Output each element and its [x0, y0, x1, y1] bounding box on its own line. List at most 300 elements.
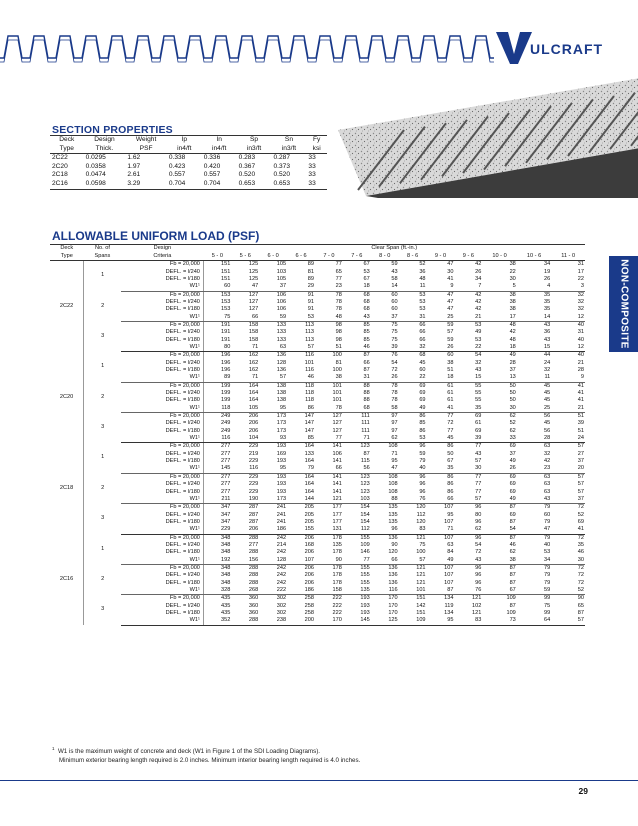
criteria-cell: DEFL. = l/180 [121, 458, 203, 465]
criteria-cell: DEFL. = l/180 [121, 428, 203, 435]
load-value: 28 [517, 435, 551, 443]
load-value: 57 [454, 496, 482, 504]
sp-header-cell: In [202, 136, 237, 145]
sp-header-cell: Deck [50, 136, 84, 145]
load-value: 138 [276, 390, 287, 397]
load-row [50, 564, 585, 572]
load-value: 151 [220, 261, 231, 268]
load-value: 88 [371, 496, 399, 504]
load-value: 249 [220, 427, 231, 434]
head-criteria: Criteria [121, 253, 203, 261]
sp-header-cell: in3/ft [272, 145, 307, 154]
load-value: 89 [307, 261, 314, 268]
criteria-cell: DEFL. = l/240 [121, 360, 203, 367]
load-row [50, 321, 585, 329]
load-value: 277 [220, 458, 231, 465]
load-value: 34 [517, 557, 551, 565]
load-value: 78 [335, 298, 342, 305]
load-value: 25 [517, 405, 551, 413]
criteria-cell: Fb = 20,000 [121, 504, 203, 512]
load-value: 53 [363, 268, 370, 275]
load-value: 59 [419, 450, 426, 457]
load-value: 96 [475, 504, 482, 511]
load-value: 241 [276, 504, 287, 511]
load-row [50, 374, 585, 382]
load-value: 155 [360, 572, 370, 579]
load-value: 61 [475, 420, 482, 427]
load-value: 85 [363, 336, 370, 343]
load-value: 32 [577, 306, 584, 313]
load-value: 107 [444, 504, 454, 511]
load-value: 193 [276, 488, 287, 495]
load-value: 302 [276, 602, 287, 609]
load-value: 33 [482, 435, 516, 443]
load-value: 31 [343, 374, 371, 382]
footnote [52, 744, 592, 765]
criteria-cell: DEFL. = l/240 [121, 572, 203, 579]
load-value: 120 [416, 518, 426, 525]
load-value: 242 [276, 572, 287, 579]
load-row [50, 496, 585, 504]
load-value: 242 [276, 579, 287, 586]
load-value: 78 [315, 405, 343, 413]
load-value: 38 [447, 359, 454, 366]
sp-cell: 0.704 [202, 180, 237, 189]
spans-cell: 3 [101, 606, 105, 613]
load-value: 86 [287, 405, 315, 413]
load-row [50, 519, 585, 526]
load-value: 43 [391, 268, 398, 275]
criteria-cell: Fb = 20,000 [121, 321, 203, 329]
spans-cell: 2 [101, 484, 105, 491]
sp-header-cell: in3/ft [237, 145, 272, 154]
sp-cell: 33 [306, 180, 327, 189]
load-value: 87 [509, 579, 516, 586]
load-row [50, 291, 585, 299]
load-value: 127 [332, 413, 342, 420]
load-value: 144 [287, 496, 315, 504]
load-value: 164 [304, 488, 314, 495]
clear-span-header: 8 - 6 [399, 253, 427, 261]
load-value: 205 [304, 518, 314, 525]
load-value: 164 [304, 473, 314, 480]
load-value: 86 [447, 488, 454, 495]
load-value: 17 [577, 268, 584, 275]
load-row [50, 443, 585, 451]
load-value: 241 [276, 511, 287, 518]
load-value: 138 [276, 382, 287, 389]
load-row [50, 473, 585, 481]
load-value: 229 [248, 458, 259, 465]
load-value: 71 [427, 526, 455, 534]
load-value: 79 [544, 564, 551, 571]
load-value: 73 [482, 617, 516, 625]
load-value: 77 [475, 481, 482, 488]
load-value: 51 [577, 427, 584, 434]
load-value: 164 [248, 397, 259, 404]
load-value: 53 [419, 291, 426, 298]
criteria-cell: Fb = 20,000 [121, 564, 203, 572]
load-value: 69 [509, 511, 516, 518]
load-row [50, 329, 585, 336]
load-value: 41 [577, 397, 584, 404]
load-value: 258 [304, 610, 314, 616]
load-value: 173 [276, 427, 287, 434]
load-row [50, 382, 585, 390]
load-value: 45 [419, 359, 426, 366]
load-row [50, 512, 585, 519]
footer-rule [0, 780, 638, 781]
footnote-line-1: W1 is the maximum weight of concrete and deck (W1 in Figure 1 of the SDI Loading Diagrams). [57, 748, 321, 756]
load-value: 88 [363, 390, 370, 397]
load-value: 52 [419, 261, 426, 268]
load-value: 103 [343, 496, 371, 504]
load-value: 53 [544, 549, 551, 556]
load-value: 26 [544, 275, 551, 282]
load-value: 63 [544, 473, 551, 480]
load-value: 85 [419, 420, 426, 427]
load-row [50, 465, 585, 473]
load-value: 47 [517, 526, 551, 534]
load-value: 101 [332, 397, 342, 404]
footnote-marker: 1 [52, 746, 55, 751]
load-value: 128 [276, 359, 287, 366]
load-value: 47 [447, 261, 454, 268]
load-value: 71 [391, 450, 398, 457]
sp-header-cell: Thick. [84, 145, 126, 154]
load-value: 229 [248, 488, 259, 495]
sp-header-cell: in4/ft [167, 145, 202, 154]
sp-row [50, 154, 327, 163]
load-value: 69 [419, 397, 426, 404]
load-value: 58 [371, 405, 399, 413]
load-value: 79 [544, 534, 551, 541]
sp-cell: 0.653 [272, 180, 307, 189]
load-row [50, 405, 585, 413]
load-value: 135 [388, 518, 398, 525]
spans-cell: 1 [101, 363, 105, 370]
load-value: 55 [475, 382, 482, 389]
load-value: 151 [220, 275, 231, 282]
criteria-cell: W1¹ [121, 283, 203, 291]
load-value: 96 [475, 518, 482, 525]
load-value: 59 [259, 314, 287, 322]
load-value: 51 [577, 413, 584, 420]
load-value: 141 [332, 488, 342, 495]
load-value: 146 [360, 549, 370, 556]
load-value: 38 [482, 557, 516, 565]
load-row [50, 344, 585, 352]
load-value: 116 [305, 367, 314, 373]
load-value: 120 [416, 504, 426, 511]
load-value: 229 [248, 443, 259, 450]
clear-span-header: 5 - 6 [231, 253, 259, 261]
load-value: 59 [517, 587, 551, 595]
load-value: 123 [360, 488, 370, 495]
load-value: 258 [304, 595, 314, 602]
load-value: 277 [220, 481, 231, 488]
load-value: 242 [276, 549, 287, 556]
load-value: 347 [220, 518, 231, 525]
load-row [50, 420, 585, 427]
load-value: 69 [419, 390, 426, 397]
load-value: 72 [391, 367, 398, 373]
load-value: 112 [416, 511, 426, 518]
load-value: 30 [447, 268, 454, 275]
load-value: 69 [509, 473, 516, 480]
criteria-cell: Fb = 20,000 [121, 291, 203, 299]
load-value: 196 [220, 352, 231, 359]
load-value: 77 [335, 275, 342, 282]
load-value: 155 [360, 564, 370, 571]
load-value: 242 [276, 564, 287, 571]
load-value: 96 [419, 481, 426, 488]
load-value: 38 [509, 298, 516, 305]
load-value: 59 [391, 261, 398, 268]
sp-header-cell: Ip [167, 136, 202, 145]
load-value: 9 [427, 283, 455, 291]
load-value: 162 [248, 352, 259, 359]
load-value: 177 [332, 511, 342, 518]
side-tab-label: NON-COMPOSITE [618, 259, 629, 349]
load-value: 86 [447, 443, 454, 450]
load-value: 87 [509, 572, 516, 579]
load-value: 164 [304, 443, 314, 450]
criteria-cell: DEFL. = l/240 [121, 451, 203, 458]
load-value: 35 [544, 306, 551, 313]
load-value: 105 [276, 261, 287, 268]
load-value: 119 [444, 602, 454, 609]
load-value: 277 [248, 541, 259, 548]
load-value: 115 [360, 458, 370, 465]
load-value: 42 [475, 261, 482, 268]
load-value: 287 [248, 511, 259, 518]
load-value: 32 [544, 367, 551, 373]
clear-span-header: 8 - 0 [371, 253, 399, 261]
criteria-cell: W1¹ [121, 314, 203, 322]
load-row [50, 390, 585, 397]
load-value: 116 [305, 352, 314, 359]
load-value: 145 [343, 617, 371, 625]
load-row [50, 481, 585, 488]
load-value: 76 [391, 352, 398, 359]
load-value: 99 [544, 610, 551, 616]
load-value: 26 [427, 344, 455, 352]
clear-span-header: 9 - 6 [454, 253, 482, 261]
load-value: 50 [509, 397, 516, 404]
load-value: 24 [544, 359, 551, 366]
load-value: 151 [220, 268, 231, 275]
load-value: 64 [517, 617, 551, 625]
load-value: 116 [371, 587, 399, 595]
sp-cell: 0.520 [238, 171, 256, 179]
deck-type-cell: 2C18 [50, 443, 84, 534]
load-value: 22 [454, 344, 482, 352]
load-value: 41 [427, 405, 455, 413]
load-value: 206 [248, 413, 259, 420]
load-row [50, 549, 585, 556]
load-value: 69 [509, 443, 516, 450]
load-value: 72 [577, 504, 584, 511]
load-value: 59 [447, 336, 454, 343]
load-value: 111 [361, 427, 370, 434]
load-value: 51 [315, 344, 343, 352]
load-value: 116 [231, 465, 259, 473]
sp-header-cell: Design [84, 136, 126, 145]
load-value: 164 [248, 382, 259, 389]
load-value: 49 [427, 557, 455, 565]
load-value: 47 [231, 283, 259, 291]
load-value: 347 [220, 504, 231, 511]
load-value: 105 [276, 275, 287, 282]
load-value: 96 [475, 572, 482, 579]
load-value: 107 [287, 557, 315, 565]
load-value: 302 [276, 610, 287, 616]
load-value: 134 [444, 610, 454, 616]
deck-type-cell: 2C20 [50, 352, 84, 443]
criteria-cell: DEFL. = l/180 [121, 610, 203, 617]
load-value: 87 [577, 610, 584, 616]
load-value: 32 [577, 291, 584, 298]
load-value: 170 [388, 610, 398, 616]
load-value: 206 [304, 534, 314, 541]
load-value: 95 [259, 405, 287, 413]
criteria-cell: DEFL. = l/240 [121, 512, 203, 519]
sp-cell: 0.0295 [85, 154, 106, 162]
load-value: 15 [517, 344, 551, 352]
load-value: 11 [399, 283, 427, 291]
load-value: 87 [509, 534, 516, 541]
criteria-cell: Fb = 20,000 [121, 413, 203, 421]
load-value: 3 [551, 283, 585, 291]
load-value: 302 [276, 595, 287, 602]
load-value: 39 [454, 435, 482, 443]
load-value: 348 [220, 534, 231, 541]
load-value: 288 [248, 579, 259, 586]
load-value: 19 [544, 268, 551, 275]
spans-cell: 2 [101, 302, 105, 309]
load-value: 44 [544, 352, 551, 359]
sp-cell: 0.420 [203, 162, 221, 170]
load-value: 105 [231, 405, 259, 413]
load-value: 55 [475, 397, 482, 404]
load-value: 79 [544, 518, 551, 525]
criteria-cell: Fb = 20,000 [121, 534, 203, 542]
load-value: 31 [399, 314, 427, 322]
load-value: 113 [305, 321, 314, 328]
criteria-cell: Fb = 20,000 [121, 595, 203, 603]
load-value: 38 [509, 261, 516, 268]
load-value: 68 [419, 352, 426, 359]
load-value: 222 [332, 602, 342, 609]
clear-span-header: 11 - 0 [551, 253, 585, 261]
load-value: 45 [544, 420, 551, 427]
load-value: 43 [544, 321, 551, 328]
head-clear-span: Clear Span (ft.-in.) [203, 245, 585, 253]
load-value: 193 [360, 602, 370, 609]
load-value: 135 [388, 511, 398, 518]
clear-span-header: 6 - 6 [287, 253, 315, 261]
load-value: 69 [577, 518, 584, 525]
load-value: 43 [475, 450, 482, 457]
load-value: 360 [248, 602, 259, 609]
load-value: 147 [304, 413, 314, 420]
load-row [50, 526, 585, 534]
load-value: 35 [544, 291, 551, 298]
load-value: 347 [220, 511, 231, 518]
load-value: 147 [304, 420, 314, 427]
load-value: 32 [577, 298, 584, 305]
load-value: 125 [371, 617, 399, 625]
load-value: 219 [248, 450, 259, 457]
load-value: 66 [231, 314, 259, 322]
load-value: 13 [482, 374, 516, 382]
load-value: 24 [551, 435, 585, 443]
load-value: 287 [248, 518, 259, 525]
load-value: 60 [203, 283, 231, 291]
load-value: 53 [419, 298, 426, 305]
load-value: 109 [360, 541, 370, 548]
clear-span-header: 5 - 0 [203, 253, 231, 261]
load-value: 123 [360, 481, 370, 488]
load-value: 95 [447, 511, 454, 518]
load-value: 69 [509, 481, 516, 488]
load-value: 196 [220, 359, 231, 366]
load-value: 113 [305, 336, 314, 343]
load-value: 205 [304, 511, 314, 518]
load-value: 238 [259, 617, 287, 625]
criteria-cell: DEFL. = l/240 [121, 269, 203, 276]
load-value: 196 [220, 367, 231, 373]
load-value: 68 [363, 298, 370, 305]
load-value: 49 [509, 352, 516, 359]
allowable-load-title: ALLOWABLE UNIFORM LOAD (PSF) [52, 229, 260, 243]
load-value: 86 [447, 473, 454, 480]
load-value: 4 [517, 283, 551, 291]
load-value: 173 [276, 413, 287, 420]
load-value: 61 [447, 382, 454, 389]
sp-cell: 33 [308, 154, 316, 162]
load-value: 191 [220, 321, 231, 328]
load-value: 100 [332, 367, 342, 373]
spans-cell: 3 [101, 515, 105, 522]
load-value: 86 [419, 427, 426, 434]
load-value: 133 [276, 329, 287, 336]
criteria-cell: Fb = 20,000 [121, 443, 203, 451]
load-value: 151 [416, 595, 426, 602]
load-value: 40 [577, 321, 584, 328]
load-value: 90 [315, 557, 343, 565]
load-value: 288 [248, 549, 259, 556]
load-value: 72 [447, 420, 454, 427]
load-value: 85 [287, 435, 315, 443]
head-spans: Spans [84, 253, 122, 261]
load-value: 206 [231, 526, 259, 534]
load-value: 21 [551, 405, 585, 413]
load-value: 72 [577, 572, 584, 579]
load-value: 66 [419, 329, 426, 336]
criteria-cell: DEFL. = l/180 [121, 489, 203, 496]
load-value: 206 [304, 579, 314, 586]
load-value: 127 [332, 420, 342, 427]
load-value: 136 [388, 579, 398, 586]
load-value: 55 [475, 390, 482, 397]
load-value: 229 [248, 481, 259, 488]
load-value: 87 [363, 352, 370, 359]
sp-cell: 3.29 [125, 180, 167, 189]
load-value: 49 [475, 329, 482, 336]
load-value: 90 [391, 541, 398, 548]
